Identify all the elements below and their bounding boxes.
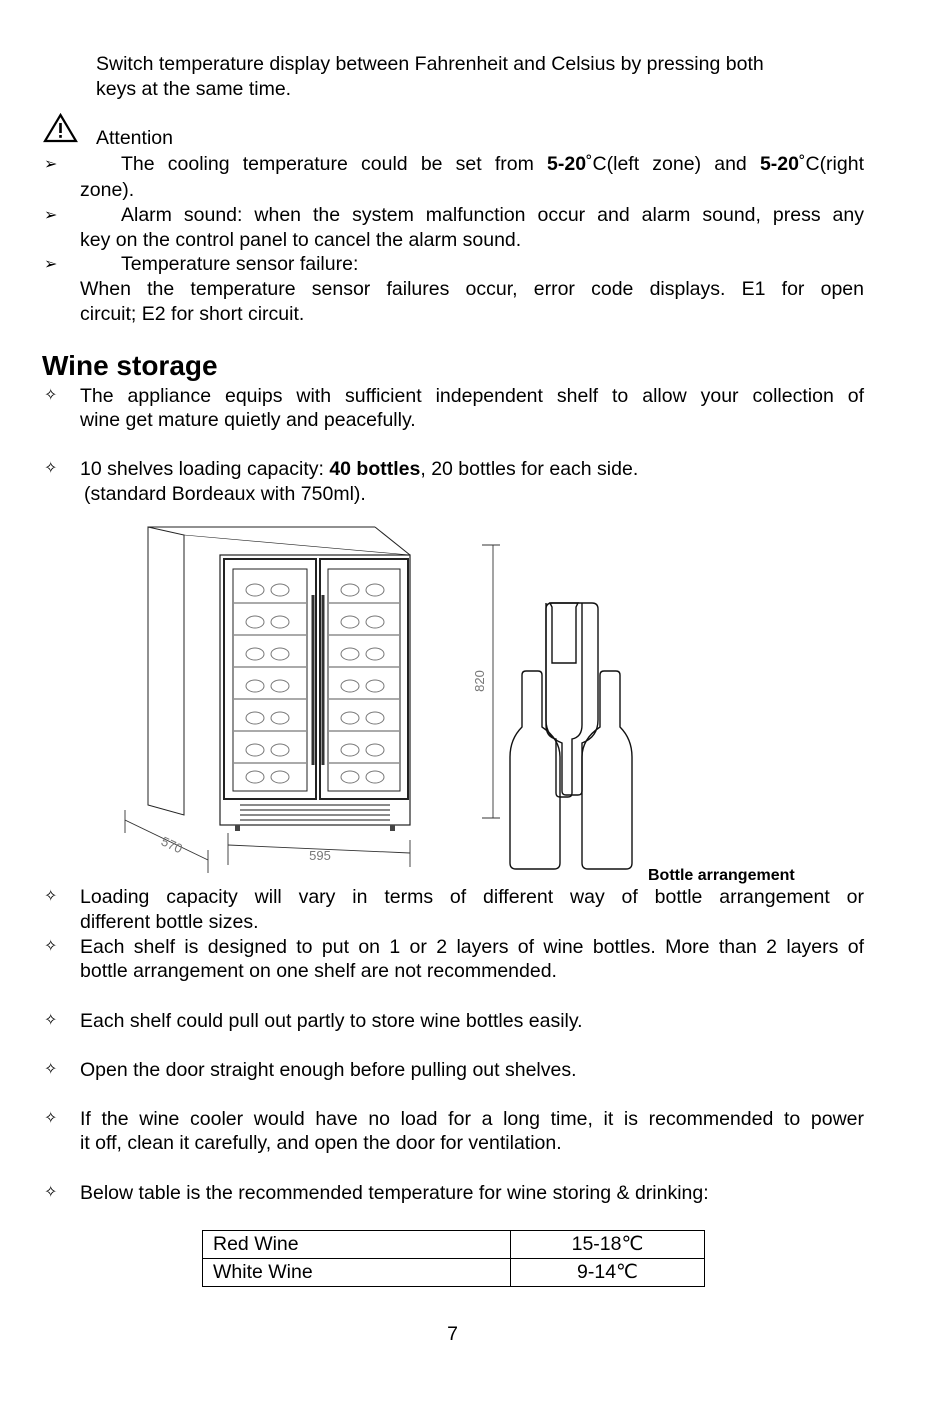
star-bullet-icon: ✧ — [44, 1184, 58, 1201]
table-row — [203, 1231, 705, 1259]
arrow-bullet-icon: ➢ — [44, 207, 58, 224]
star-bullet-icon: ✧ — [44, 1012, 58, 1029]
width-label: 595 — [309, 848, 331, 863]
star-bullet-icon: ✧ — [44, 1110, 58, 1127]
bullet-5: Each shelf could pull out partly to store wine bottles easily. — [80, 1010, 583, 1032]
attention-item-3-line-2: When the temperature sensor failures occur, error code displays. E1 for open — [80, 278, 864, 300]
wine-type-cell: White Wine — [203, 1259, 511, 1287]
temperature-cell: 9-14℃ — [511, 1259, 705, 1287]
bullet-4-line-1: Each shelf is designed to put on 1 or 2 layers of wine bottles. More than 2 layers of — [80, 936, 864, 958]
bullet-7-line-2: it off, clean it carefully, and open the door for ventilation. — [80, 1132, 562, 1154]
attention-item-1-line-1: The cooling temperature could be set from 5-20˚C(left zone) and 5-20˚C(right — [121, 153, 864, 175]
star-bullet-icon: ✧ — [44, 460, 58, 477]
star-bullet-icon: ✧ — [44, 1061, 58, 1078]
arrow-bullet-icon: ➢ — [44, 256, 58, 273]
arrow-bullet-icon: ➢ — [44, 156, 58, 173]
wine-type-cell: Red Wine — [203, 1231, 511, 1259]
intro-line-2: keys at the same time. — [96, 78, 292, 100]
bullet-6: Open the door straight enough before pulling out shelves. — [80, 1059, 577, 1081]
bullet-3-line-2: different bottle sizes. — [80, 911, 259, 933]
star-bullet-icon: ✧ — [44, 888, 58, 905]
star-bullet-icon: ✧ — [44, 938, 58, 955]
depth-label: 570 — [158, 833, 185, 857]
bullet-2-line-2: (standard Bordeaux with 750ml). — [84, 483, 366, 505]
temperature-table — [202, 1230, 705, 1287]
attention-item-3-line-1: Temperature sensor failure: — [121, 253, 359, 275]
intro-line-1: Switch temperature display between Fahrenheit and Celsius by pressing both — [96, 53, 764, 75]
figure-caption: Bottle arrangement — [648, 867, 795, 884]
bullet-2-line-1: 10 shelves loading capacity: 40 bottles, 20 bottles for each side. — [80, 458, 639, 480]
temperature-cell: 15-18℃ — [511, 1231, 705, 1259]
section-heading: Wine storage — [42, 350, 218, 381]
attention-item-2-line-1: Alarm sound: when the system malfunction occur and alarm sound, press any — [121, 204, 864, 226]
star-bullet-icon: ✧ — [44, 387, 58, 404]
bullet-7-line-1: If the wine cooler would have no load for a long time, it is recommended to power — [80, 1108, 864, 1130]
bullet-4-line-2: bottle arrangement on one shelf are not recommended. — [80, 960, 557, 982]
warning-triangle-icon — [43, 113, 78, 143]
bullet-1-line-1: The appliance equips with sufficient independent shelf to allow your collection of — [80, 385, 864, 407]
attention-item-1-line-2: zone). — [80, 179, 135, 201]
bullet-3-line-1: Loading capacity will vary in terms of different way of bottle arrangement or — [80, 886, 864, 908]
attention-item-2-line-2: key on the control panel to cancel the alarm sound. — [80, 229, 522, 251]
bullet-1-line-2: wine get mature quietly and peacefully. — [80, 409, 416, 431]
bottle-arrangement-drawing — [510, 603, 632, 869]
table-row — [203, 1259, 705, 1287]
attention-label: Attention — [96, 127, 173, 149]
bullet-8: Below table is the recommended temperature for wine storing & drinking: — [80, 1182, 709, 1204]
cabinet-drawing — [148, 527, 410, 831]
page-number: 7 — [447, 1323, 458, 1345]
wine-cooler-figure — [110, 515, 850, 890]
height-label: 820 — [472, 670, 487, 692]
attention-item-3-line-3: circuit; E2 for short circuit. — [80, 303, 305, 325]
